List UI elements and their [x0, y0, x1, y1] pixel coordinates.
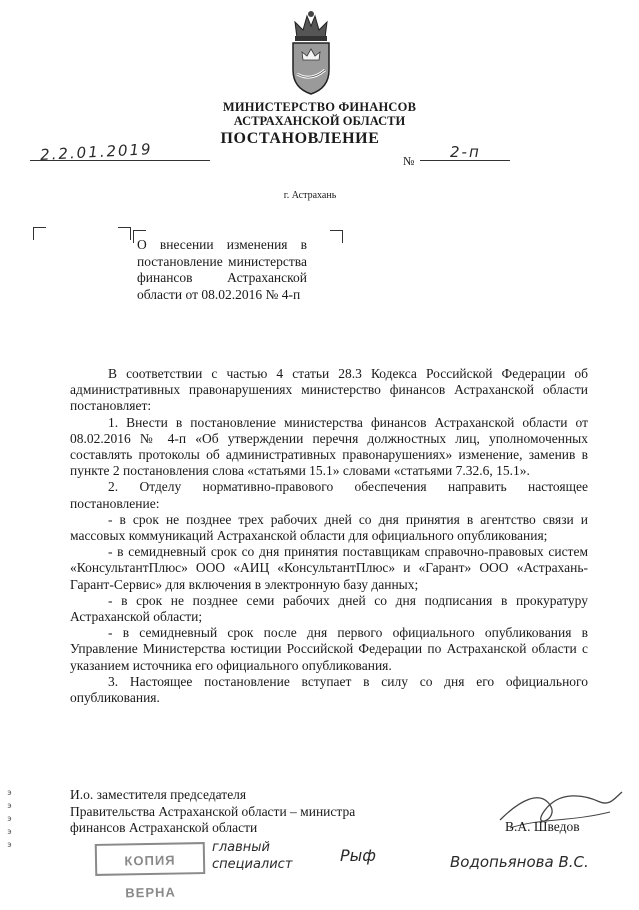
signatory-line1: И.о. заместителя председателя [70, 787, 247, 802]
ministry-name-line1: МИНИСТЕРСТВО ФИНАНСОВ [222, 100, 417, 114]
body-paragraph: - в семидневный срок после дня первого официального опубликования в Управление Министерства юстиции Российской Федерации по Астраханской области с указанием источника его официального опубликования. [70, 625, 588, 673]
copy-certified-stamp: КОПИЯ ВЕРНА [95, 842, 206, 876]
body-paragraph: - в срок не позднее семи рабочих дней со дня подписания в прокуратуру Астраханской области; [70, 592, 588, 625]
body-paragraph: В соответствии с частью 4 статьи 28.3 Кодекса Российской Федерации об административных правонарушениях министерство финансов Астраханской области постановляет: [70, 366, 588, 414]
handwritten-date: 2.2.01.2019 [39, 140, 154, 164]
document-body [70, 366, 588, 706]
document-type-title: ПОСТАНОВЛЕНИЕ [220, 130, 380, 147]
corner-mark [118, 227, 131, 240]
number-underline [420, 160, 510, 161]
margin-marks: э э э э э [7, 788, 12, 849]
signatory-line3: финансов Астраханской области [70, 820, 258, 835]
body-paragraph: 2. Отделу нормативно-правового обеспечения направить настоящее постановление: [70, 479, 588, 511]
signatory-position [70, 787, 355, 837]
document-subject: О внесении изменения в постановление министерства финансов Астраханской области от 08.02.2016 № 4-п [137, 237, 307, 302]
certifier-name: Водопьянова В.С. [450, 853, 589, 871]
number-sign: № [403, 154, 415, 168]
coat-of-arms-emblem [283, 8, 339, 98]
city-label: г. Астрахань [283, 190, 337, 201]
corner-mark [330, 230, 343, 243]
certifier-signature: Рыф [340, 846, 376, 865]
signatory-name: В.А. Шведов [505, 819, 580, 834]
certifier-title-line2: специалист [212, 857, 293, 872]
body-paragraph: - в срок не позднее трех рабочих дней со дня принятия в агентство связи и массовых коммуникаций Астраханской области для официального опубликования; [70, 511, 588, 544]
certifier-title-line1: главный [212, 840, 270, 855]
body-paragraph: - в семидневный срок со дня принятия поставщикам справочно-правовых систем «КонсультантПлюс» ООО «АИЦ «КонсультантПлюс» и «Гарант» ООО «Астрахань-Гарант-Сервис» для включения в электронную базу данных; [70, 544, 588, 592]
corner-mark [33, 227, 46, 240]
body-paragraph: 3. Настоящее постановление вступает в силу со дня его официального опубликования. [70, 673, 588, 706]
date-underline [30, 160, 210, 161]
body-paragraph: 1. Внести в постановление министерства финансов Астраханской области от 08.02.2016 № 4-п «Об утверждении перечня должностных лиц, уполномоченных составлять протоколы об административных правонарушениях» изменение, заменив в пункте 2 постановления слова «статьями 15.1» словами «статьями 7.32.6, 15.1». [70, 414, 588, 479]
signatory-line2: Правительства Астраханской области – министра [70, 803, 356, 819]
ministry-name-line2: АСТРАХАНСКОЙ ОБЛАСТИ [233, 114, 406, 128]
handwritten-number: 2-п [450, 143, 481, 161]
